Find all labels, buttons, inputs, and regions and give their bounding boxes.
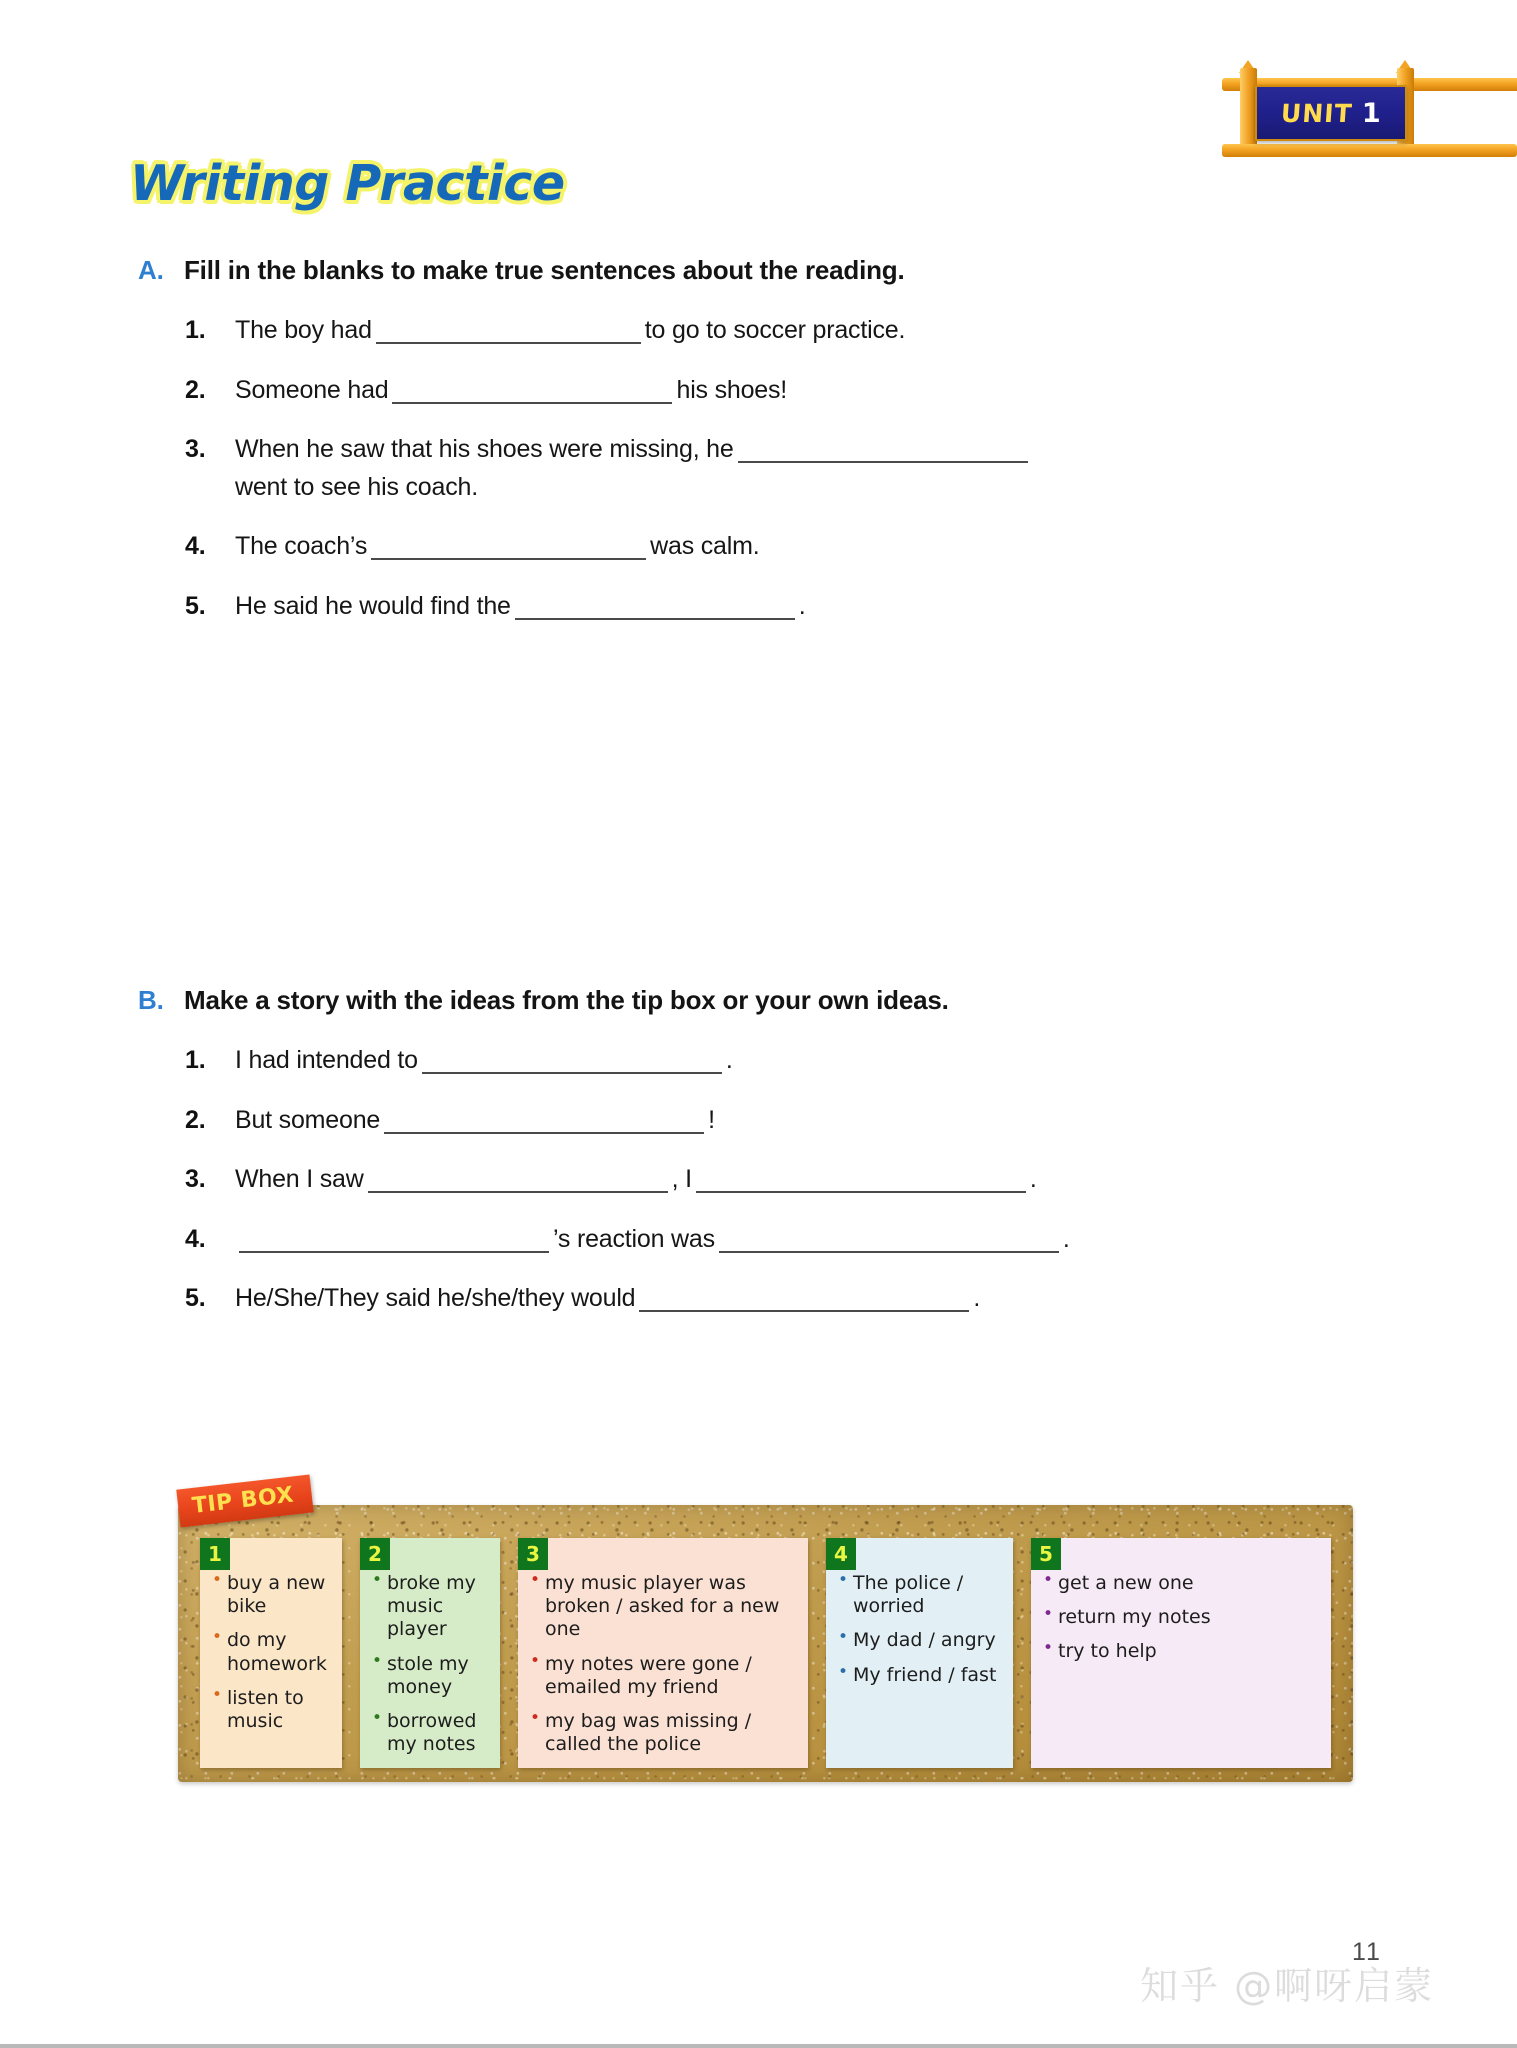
- worksheet-item: [0, 312, 1517, 350]
- section-heading: [0, 255, 1517, 286]
- tip-box-cards: [178, 1505, 1353, 1782]
- section-items: [0, 312, 1517, 625]
- unit-sign: [1255, 85, 1407, 141]
- item-text: ’s reaction was: [553, 1224, 715, 1253]
- item-number: 5.: [185, 591, 206, 620]
- worksheet-item: [0, 528, 1517, 566]
- item-text: The boy had: [235, 316, 372, 344]
- answer-blank[interactable]: [422, 1044, 722, 1075]
- item-text: I had intended to: [235, 1046, 418, 1074]
- tip-card-item: • return my notes: [1043, 1606, 1321, 1629]
- answer-blank[interactable]: [376, 314, 641, 345]
- item-text: He/She/They said he/she/they would: [235, 1284, 636, 1312]
- tip-box: [178, 1482, 1353, 1782]
- item-text: .: [1029, 1165, 1037, 1193]
- tip-card-item: • my notes were gone / emailed my friend: [530, 1653, 798, 1699]
- item-line: [235, 1221, 1517, 1259]
- item-text: .: [798, 591, 806, 620]
- tip-card-item: • My dad / angry: [838, 1629, 1003, 1652]
- item-line: [235, 1161, 1517, 1199]
- item-line: [235, 372, 1517, 410]
- answer-blank[interactable]: [696, 1163, 1026, 1194]
- worksheet-item: [0, 1102, 1517, 1140]
- tip-card-item: • try to help: [1043, 1640, 1321, 1663]
- tip-box-label: TIP BOX: [176, 1475, 314, 1528]
- tip-card-item: • The police / worried: [838, 1572, 1003, 1618]
- tip-card-list: [838, 1572, 1003, 1687]
- item-text: was calm.: [650, 532, 760, 560]
- item-number: 1.: [185, 316, 206, 344]
- tip-card-number-badge: 5: [1031, 1538, 1061, 1570]
- item-line: [235, 1102, 1517, 1140]
- answer-blank[interactable]: [384, 1103, 704, 1134]
- tip-card-list: [530, 1572, 798, 1756]
- tip-card-item: • broke my music player: [372, 1572, 490, 1642]
- section-items: [0, 1042, 1517, 1318]
- tip-card: [826, 1538, 1013, 1768]
- item-text: He said he would find the: [235, 591, 511, 620]
- item-text: When I saw: [235, 1165, 364, 1193]
- tip-card-item: • buy a new bike: [212, 1572, 332, 1618]
- tip-card: [518, 1538, 808, 1768]
- tip-card-item: • do my homework: [212, 1629, 332, 1675]
- tip-card: [360, 1538, 500, 1768]
- answer-blank[interactable]: [639, 1282, 969, 1313]
- section-heading-text: Make a story with the ideas from the tip box or your own ideas.: [184, 985, 949, 1015]
- section-heading-text: Fill in the blanks to make true sentences about the reading.: [184, 255, 905, 285]
- item-number: 1.: [185, 1046, 206, 1074]
- tip-card-item: • listen to music: [212, 1687, 332, 1733]
- tip-card-number-badge: 1: [200, 1538, 230, 1570]
- item-text: his shoes!: [676, 375, 788, 404]
- item-line: [235, 1042, 1517, 1080]
- item-number: 4.: [185, 532, 206, 560]
- tip-card-item: • get a new one: [1043, 1572, 1321, 1595]
- item-text: Someone had: [235, 375, 389, 404]
- answer-blank[interactable]: [515, 589, 795, 620]
- tip-card-item: • my bag was missing / called the police: [530, 1710, 798, 1756]
- tip-card: [1031, 1538, 1331, 1768]
- item-number: 2.: [185, 1105, 206, 1134]
- unit-label: UNIT: [1280, 98, 1354, 128]
- page-title: Writing Practice: [130, 155, 565, 212]
- item-number: 3.: [185, 435, 206, 463]
- item-text: But someone: [235, 1105, 381, 1134]
- answer-blank[interactable]: [392, 373, 672, 404]
- tip-card-list: [372, 1572, 490, 1756]
- answer-blank[interactable]: [738, 433, 1028, 464]
- worksheet-item: [0, 588, 1517, 626]
- section-heading: [0, 985, 1517, 1016]
- tip-card-item: • stole my money: [372, 1653, 490, 1699]
- worksheet-item: [0, 372, 1517, 410]
- worksheet-item: [0, 1280, 1517, 1318]
- page-bottom-rule: [0, 2044, 1517, 2048]
- watermark: 知乎 @啊呀启蒙: [1140, 1964, 1435, 2008]
- tip-card-number-badge: 2: [360, 1538, 390, 1570]
- item-text: .: [973, 1284, 981, 1312]
- item-text: The coach’s: [235, 532, 368, 560]
- answer-blank[interactable]: [239, 1222, 549, 1253]
- worksheet-item: [0, 1161, 1517, 1199]
- item-text: to go to soccer practice.: [644, 316, 906, 344]
- tip-card: [200, 1538, 342, 1768]
- item-text: !: [708, 1105, 715, 1134]
- tip-card-list: [212, 1572, 332, 1733]
- item-line: [235, 1280, 1517, 1318]
- unit-banner: [1222, 60, 1517, 155]
- unit-number: 1: [1361, 97, 1381, 129]
- tip-card-item: • borrowed my notes: [372, 1710, 490, 1756]
- answer-blank[interactable]: [371, 530, 646, 561]
- worksheet-item: [0, 431, 1517, 506]
- answer-blank[interactable]: [368, 1163, 668, 1194]
- section-a: [0, 255, 1517, 647]
- tip-card-item: • my music player was broken / asked for a new one: [530, 1572, 798, 1642]
- worksheet-item: [0, 1042, 1517, 1080]
- item-line: [235, 528, 1517, 566]
- tip-card-number-badge: 3: [518, 1538, 548, 1570]
- tip-card-list: [1043, 1572, 1321, 1664]
- item-text: , I: [671, 1165, 692, 1193]
- tip-card-item: • My friend / fast: [838, 1664, 1003, 1687]
- item-number: 5.: [185, 1284, 206, 1312]
- banner-rail-bottom: [1222, 144, 1517, 157]
- item-text: went to see his coach.: [235, 472, 478, 501]
- item-number: 2.: [185, 375, 206, 404]
- item-line: [235, 588, 1517, 626]
- worksheet-item: [0, 1221, 1517, 1259]
- item-line: [235, 312, 1517, 350]
- tip-card-number-badge: 4: [826, 1538, 856, 1570]
- item-number: 4.: [185, 1224, 206, 1253]
- item-number: 3.: [185, 1165, 206, 1193]
- section-letter: A.: [138, 255, 164, 285]
- item-text: .: [725, 1046, 733, 1074]
- section-letter: B.: [138, 985, 164, 1015]
- item-text: .: [1062, 1224, 1070, 1253]
- answer-blank[interactable]: [719, 1222, 1059, 1253]
- page-number: 11: [1352, 1938, 1382, 1966]
- section-b: [0, 985, 1517, 1340]
- item-text: When he saw that his shoes were missing, he: [235, 435, 734, 463]
- item-line: [235, 469, 1517, 507]
- item-line: [235, 431, 1517, 469]
